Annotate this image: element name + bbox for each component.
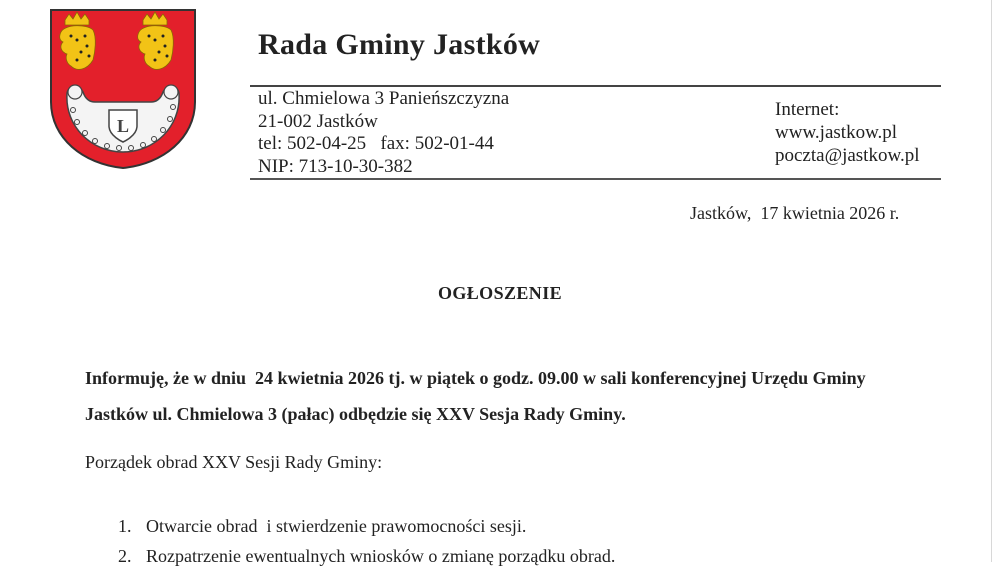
page-edge xyxy=(991,0,992,562)
agenda-item-text: Rozpatrzenie ewentualnych wniosków o zmianę porządku obrad. xyxy=(146,546,616,566)
address-street: ul. Chmielowa 3 Panieńszczyzna xyxy=(258,88,510,109)
intro-line-1: Informuję, że w dniu 24 kwietnia 2026 tj. w piątek o godz. 09.00 w sali konferencyjnej Urzędu Gminy xyxy=(85,368,866,388)
agenda-item-text: Otwarcie obrad i stwierdzenie prawomocności sesji. xyxy=(146,516,527,536)
website-link[interactable]: www.jastkow.pl xyxy=(775,122,898,143)
header-rule-top xyxy=(250,85,941,87)
internet-block xyxy=(775,98,919,167)
agenda-item-number: 2. xyxy=(118,546,132,566)
address-block xyxy=(258,88,509,178)
agenda-item xyxy=(118,511,615,541)
email-link[interactable]: poczta@jastkow.pl xyxy=(775,145,920,166)
agenda-list xyxy=(118,511,615,571)
internet-label: Internet: xyxy=(775,99,840,120)
address-phone-fax: tel: 502-04-25 fax: 502-01-44 xyxy=(258,133,494,154)
header-rule-bottom xyxy=(250,178,941,180)
agenda-item xyxy=(118,541,615,571)
agenda-item-number: 1. xyxy=(118,516,132,536)
coat-of-arms-icon xyxy=(47,6,199,170)
svg-text:L: L xyxy=(116,116,130,136)
address-postal: 21-002 Jastków xyxy=(258,110,378,132)
intro-line-2: Jastków ul. Chmielowa 3 (pałac) odbędzie się XXV Sesja Rady Gminy. xyxy=(85,404,626,424)
address-nip: NIP: 713-10-30-382 xyxy=(258,155,413,177)
agenda-label: Porządek obrad XXV Sesji Rady Gminy: xyxy=(85,452,383,472)
document-heading: OGŁOSZENIE xyxy=(437,283,563,303)
document-date: Jastków, 17 kwietnia 2026 r. xyxy=(690,203,900,223)
announcement-intro xyxy=(85,360,925,432)
org-title: Rada Gminy Jastków xyxy=(258,28,541,61)
